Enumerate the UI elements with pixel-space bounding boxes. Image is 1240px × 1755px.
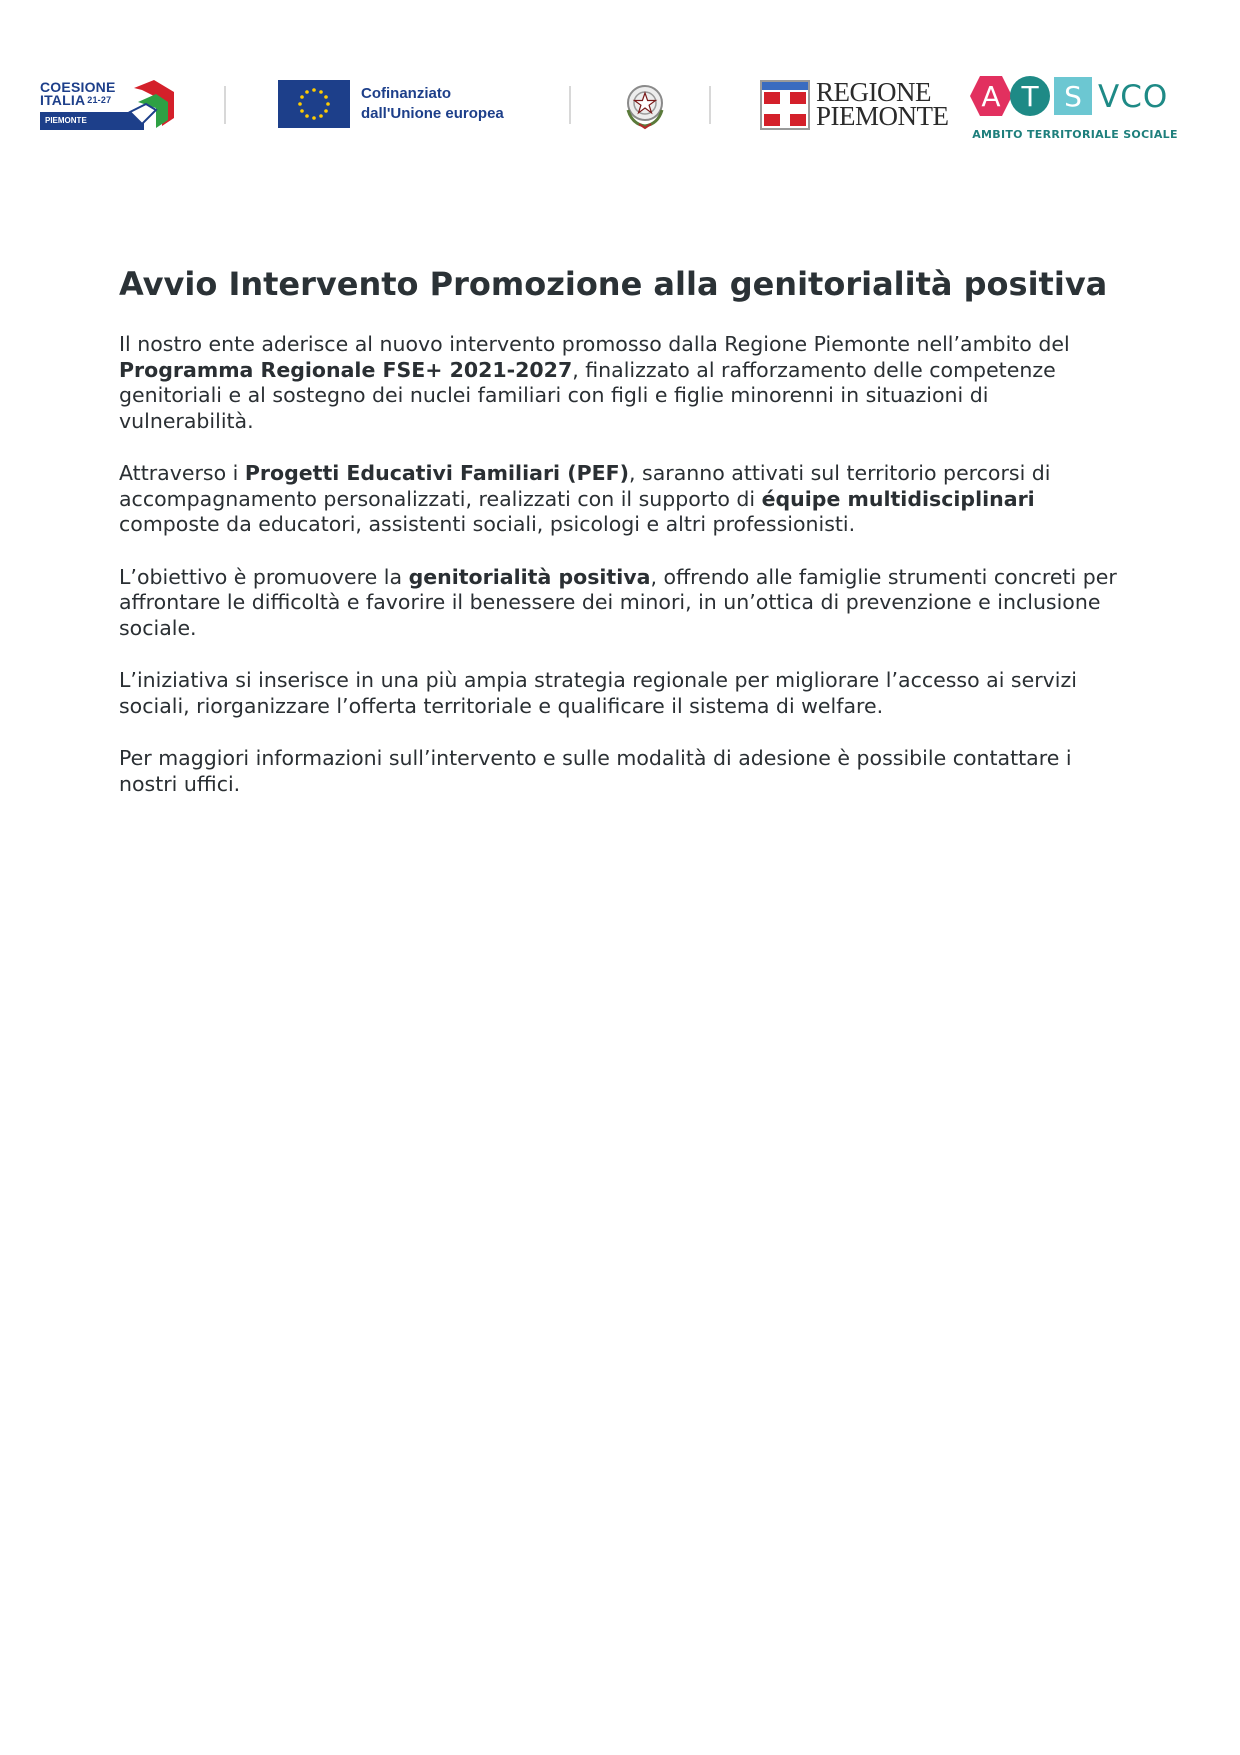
program-name: Programma Regionale FSE+ 2021-2027: [119, 357, 573, 382]
logo-divider: [569, 86, 571, 124]
regione-piemonte-logo: [760, 77, 949, 132]
equipe-name: équipe multidisciplinari: [761, 486, 1035, 511]
logo-bar: [0, 0, 1240, 160]
piemonte-shield-icon: [760, 80, 810, 130]
logo-divider: [224, 86, 226, 124]
coesione-logo-years: 21-27: [87, 95, 112, 105]
eu-logo-text: Cofinanziato dall'Unione europea: [361, 85, 504, 122]
paragraph-contact: Per maggiori informazioni sull’intervento e sulle modalità di adesione è possibile contattare i nostri uffici.: [119, 746, 1072, 796]
paragraph-intro: Il nostro ente aderisce al nuovo intervento promosso dalla Regione Piemonte nell’ambito del Programma Regionale FSE+ 2021-2027, finalizzato al rafforzamento delle competenze genitoriali e al sostegno dei nuclei familiari con figli e figlie minorenni in situazioni di vulnerabilità.: [119, 332, 1070, 433]
logo-divider: [709, 86, 711, 124]
ats-letter-a: A: [981, 80, 1001, 113]
ats-vco-mark: [970, 74, 1185, 124]
coesione-logo-line2: ITALIA $^{21-27}$: [40, 92, 112, 108]
coesione-logo-line1: COESIONE: [40, 79, 116, 95]
document-title: Avvio Intervento Promozione alla genitorialità positiva: [119, 265, 1108, 303]
ats-vco-text: VCO: [1098, 79, 1169, 115]
paragraph-pef: Attraverso i Progetti Educativi Familiari (PEF), saranno attivati sul territorio percorsi di accompagnamento personalizzati, realizzati con il supporto di équipe multidisciplinari composte da educatori, assistenti sociali, psicologi e altri professionisti.: [119, 461, 1051, 536]
emblem-icon: [622, 80, 668, 130]
ats-letter-t: T: [1021, 80, 1039, 113]
coesione-arrow-icon: [128, 80, 176, 130]
eu-cofinanced-logo: [278, 80, 538, 130]
coesione-italia-logo: [40, 78, 176, 134]
document-body: [119, 262, 1129, 797]
coesione-logo-band: PIEMONTE: [40, 112, 144, 130]
italian-republic-emblem: [622, 80, 668, 130]
ats-subtitle: AMBITO TERRITORIALE SOCIALE: [972, 128, 1178, 141]
regione-logo-text: REGIONE PIEMONTE: [816, 77, 949, 131]
pef-name: Progetti Educativi Familiari (PEF): [244, 461, 629, 485]
positive-parenting-term: genitorialità positiva: [408, 564, 651, 589]
paragraph-strategy: L’iniziativa si inserisce in una più ampia strategia regionale per migliorare l’accesso ai servizi sociali, riorganizzare l’offerta territoriale e qualificare il sistema di welfare.: [119, 668, 1077, 718]
ats-vco-logo: [970, 74, 1185, 144]
paragraph-objective: L’obiettivo è promuovere la genitorialità positiva, offrendo alle famiglie strumenti concreti per affrontare le difficoltà e favorire il benessere dei minori, in un’ottica di prevenzione e inclusione sociale.: [119, 564, 1117, 640]
ats-letter-s: S: [1064, 80, 1082, 113]
eu-flag-icon: [278, 80, 350, 128]
